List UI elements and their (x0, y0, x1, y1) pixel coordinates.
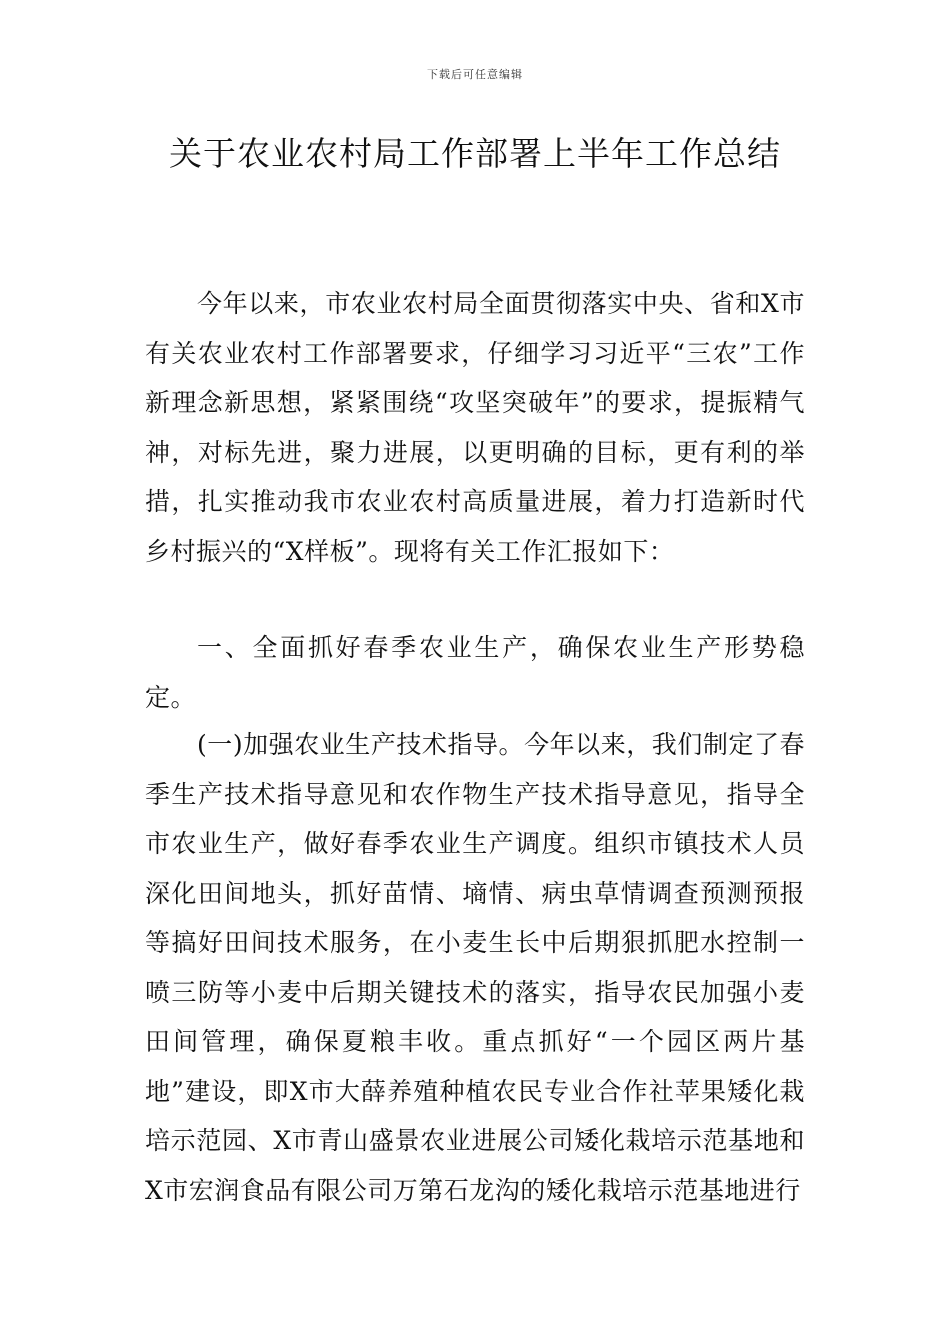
paragraph-subsection-1 (145, 720, 805, 1215)
paragraph-intro (145, 279, 805, 576)
header-note: 下载后可任意编辑 (427, 68, 523, 81)
section-heading-1 (145, 623, 805, 722)
paragraph-text: (一)加强农业生产技术指导。今年以来，我们制定了春季生产技术指导意见和农作物生产技术指导意见，指导全市农业生产，做好春季农业生产调度。组织市镇技术人员深化田间地头，抓好苗情、墒情、病虫草情调查预测预报等搞好田间技术服务，在小麦生长中后期狠抓肥水控制一喷三防等小麦中后期关键技术的落实，指导农民加强小麦田间管理，确保夏粮丰收。重点抓好“一个园区两片基地”建设，即X市大薛养殖种植农民专业合作社苹果矮化栽培示范园、X市青山盛景农业进展公司矮化栽培示范基地和X市宏润食品有限公司万第石龙沟的矮化栽培示范基地进行 (145, 730, 805, 1205)
paragraph-text: 今年以来，市农业农村局全面贯彻落实中央、省和X市有关农业农村工作部署要求，仔细学习习近平“三农”工作新理念新思想，紧紧围绕“攻坚突破年”的要求，提振精气神，对标先进，聚力进展，以更明确的目标，更有利的举措，扎实推动我市农业农村高质量进展，着力打造新时代乡村振兴的“X样板”。现将有关工作汇报如下： (145, 289, 805, 566)
document-title: 关于农业农村局工作部署上半年工作总结 (169, 134, 781, 173)
section-heading-text: 一、全面抓好春季农业生产，确保农业生产形势稳定。 (145, 633, 805, 712)
